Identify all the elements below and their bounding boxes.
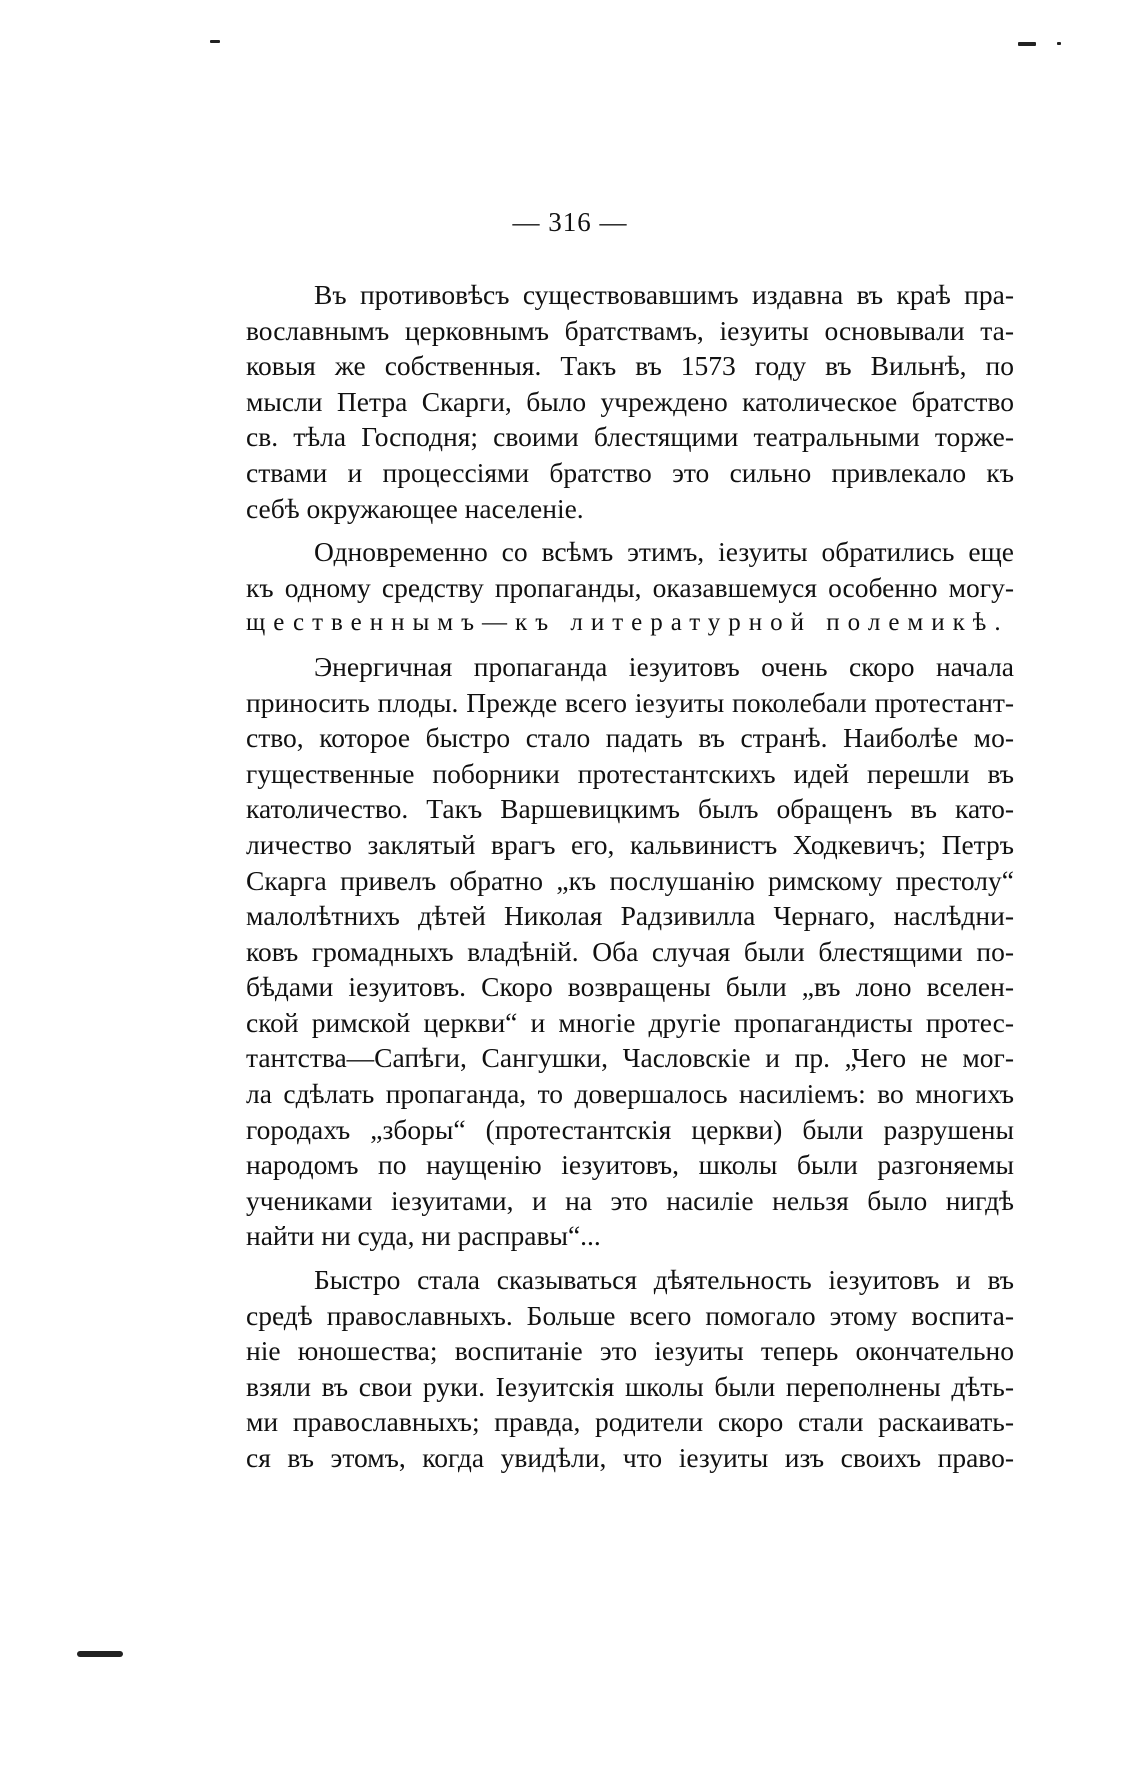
text-line: личество заклятый врагъ его, кальвинистъ Ходкевичъ; Петръ (246, 828, 1014, 860)
text-line: тантства—Сапѣги, Сангушки, Часловскіе и пр. „Чего не мог- (246, 1042, 1014, 1074)
text-line: малолѣтнихъ дѣтей Николая Радзивилла Чернаго, наслѣдни- (246, 900, 1014, 932)
text-line: ствами и процессіями братство это сильно привлекало къ (246, 456, 1014, 488)
text-line: Одновременно со всѣмъ этимъ, іезуиты обратились еще (314, 536, 1014, 568)
text-line: ся въ этомъ, когда увидѣли, что іезуиты изъ своихъ право- (246, 1442, 1014, 1473)
body-text (246, 277, 1014, 1476)
text-line: себѣ окружающее населеніе. (246, 492, 584, 524)
text-line: средѣ православныхъ. Больше всего помогало этому воспита- (246, 1299, 1014, 1331)
text-line: ской римской церкви“ и многіе другіе пропагандисты протес- (246, 1006, 1014, 1038)
paragraph-gap (246, 526, 1014, 534)
paragraph-gap (246, 1254, 1014, 1262)
text-line: ковъ громадныхъ владѣній. Оба случая были блестящими по- (246, 935, 1014, 967)
text-line: ла сдѣлать пропаганда, то довершалось насиліемъ: во многихъ (246, 1078, 1014, 1110)
text-line: взяли въ свои руки. Іезуитскія школы были переполнены дѣть- (246, 1370, 1014, 1402)
text-line: къ одному средству пропаганды, оказавшемуся особенно могу- (246, 571, 1014, 603)
scan-speck (77, 1651, 123, 1657)
text-line: ство, которое быстро стало падать въ странѣ. Наиболѣе мо- (246, 722, 1014, 754)
text-line: мысли Петра Скарги, было учреждено католическое братство (246, 385, 1014, 417)
text-line: гущественные поборники протестантскихъ идей перешли въ (246, 757, 1014, 789)
text-line: Скарга привелъ обратно „къ послушанію римскому престолу“ (246, 864, 1014, 896)
text-line: ковыя же собственныя. Такъ въ 1573 году въ Вильнѣ, по (246, 350, 1014, 382)
text-line: св. тѣла Господня; своими блестящими театральными торже- (246, 421, 1014, 453)
text-line: Быстро стала сказываться дѣятельность іезуитовъ и въ (314, 1264, 1014, 1296)
text-line: городахъ „зборы“ (протестантскія церкви) были разрушены (246, 1113, 1014, 1145)
scan-speck (1018, 42, 1036, 46)
text-line: вославнымъ церковнымъ братствамъ, іезуиты основывали та- (246, 314, 1014, 346)
text-line: найти ни суда, ни расправы“... (246, 1220, 601, 1252)
text-line: ми православныхъ; правда, родители скоро стали раскаивать- (246, 1406, 1014, 1438)
text-line: приносить плоды. Прежде всего іезуиты поколебали протестант- (246, 686, 1014, 718)
text-line: учениками іезуитами, и на это насиліе нельзя было нигдѣ (246, 1184, 1014, 1216)
scan-speck (1057, 42, 1061, 45)
scan-speck (210, 40, 220, 43)
text-line: народомъ по наущенію іезуитовъ, школы были разгоняемы (246, 1149, 1014, 1181)
text-line: щественнымъ—къ литературной полемикѣ. (246, 609, 1009, 637)
text-line: ніе юношества; воспитаніе это іезуиты теперь окончательно (246, 1335, 1014, 1367)
page-number: — 316 — (512, 207, 628, 237)
text-line: бѣдами іезуитовъ. Скоро возвращены были „въ лоно вселен- (246, 971, 1014, 1003)
text-line: Энергичная пропаганда іезуитовъ очень скоро начала (314, 650, 1014, 682)
paragraph-gap (246, 641, 1014, 649)
text-line: католичество. Такъ Варшевицкимъ былъ обращенъ въ като- (246, 793, 1014, 825)
text-line: Въ противовѣсъ существовавшимъ издавна въ краѣ пра- (314, 279, 1014, 310)
